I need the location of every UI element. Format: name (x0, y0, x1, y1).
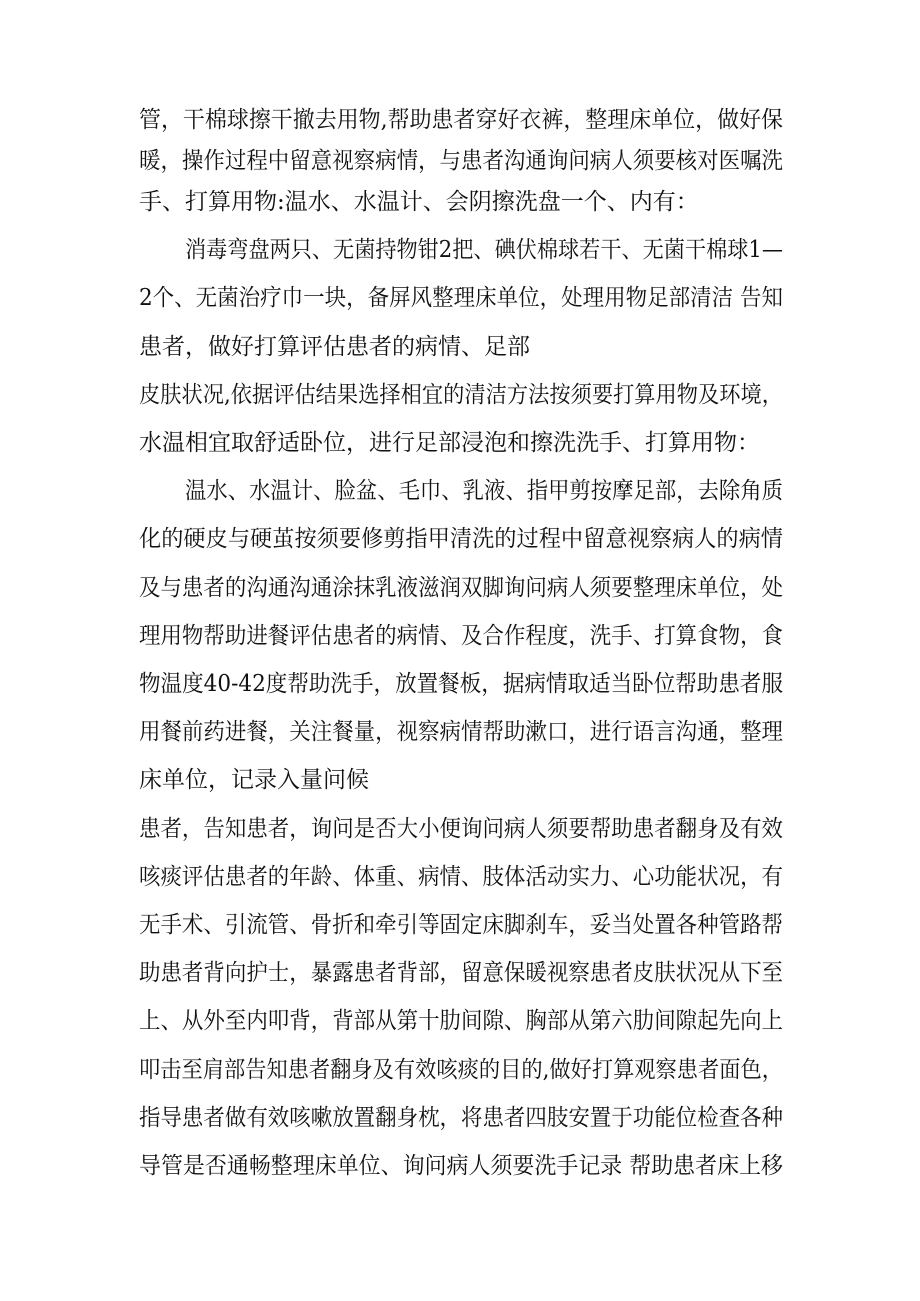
text-line: 上、从外至内叩背，背部从第十肋间隙、胸部从第六肋间隙起先向上 (139, 1008, 783, 1034)
text-line: 水温相宜取舒适卧位，进行足部浸泡和擦洗洗手、打算用物： (139, 430, 760, 456)
text-line: 消毒弯盘两只、无菌持物钳2把、碘伏棉球若干、无菌干棉球1— (185, 237, 783, 263)
text-line: 暖，操作过程中留意视察病情，与患者沟通询问病人须要核对医嘱洗 (139, 148, 783, 174)
text-line: 理用物帮助进餐评估患者的病情、及合作程度，洗手、打算食物，食 (139, 623, 783, 649)
text-line: 咳痰评估患者的年龄、体重、病情、肢体活动实力、心功能状况，有 (139, 864, 783, 890)
text-line: 温水、水温计、脸盆、毛巾、乳液、指甲剪按摩足部，去除角质 (185, 478, 783, 504)
text-line: 患者，告知患者，询问是否大小便询问病人须要帮助患者翻身及有效 (139, 816, 783, 842)
text-line: 物温度40-42度帮助洗手，放置餐板，据病情取适当卧位帮助患者服 (139, 671, 783, 697)
text-line: 用餐前药进餐，关注餐量，视察病情帮助漱口，进行语言沟通，整理 (139, 719, 783, 745)
text-line: 导管是否通畅整理床单位、询问病人须要洗手记录 帮助患者床上移 (139, 1153, 783, 1179)
text-line: 化的硬皮与硬茧按须要修剪指甲清洗的过程中留意视察病人的病情 (139, 526, 783, 552)
text-line: 皮肤状况,依据评估结果选择相宜的清洁方法按须要打算用物及环境， (139, 382, 783, 408)
text-line: 手、打算用物:温水、水温计、会阴擦洗盘一个、内有： (139, 189, 699, 215)
text-line: 无手术、引流管、骨折和牵引等固定床脚刹车，妥当处置各种管路帮 (139, 912, 783, 938)
text-line: 2个、无菌治疗巾一块，备屏风整理床单位，处理用物足部清洁 告知 (139, 285, 783, 311)
text-line: 管，干棉球擦干撤去用物,帮助患者穿好衣裤，整理床单位，做好保 (139, 107, 783, 133)
text-line: 床单位，记录入量问候 (139, 767, 369, 793)
text-line: 指导患者做有效咳嗽放置翻身枕，将患者四肢安置于功能位检查各种 (139, 1105, 783, 1131)
text-line: 及与患者的沟通沟通涂抹乳液滋润双脚询问病人须要整理床单位，处 (139, 575, 783, 601)
text-line: 叩击至肩部告知患者翻身及有效咳痰的目的,做好打算观察患者面色， (139, 1057, 783, 1083)
text-line: 患者，做好打算评估患者的病情、足部 (139, 334, 530, 360)
text-line: 助患者背向护士，暴露患者背部，留意保暖视察患者皮肤状况从下至 (139, 960, 783, 986)
